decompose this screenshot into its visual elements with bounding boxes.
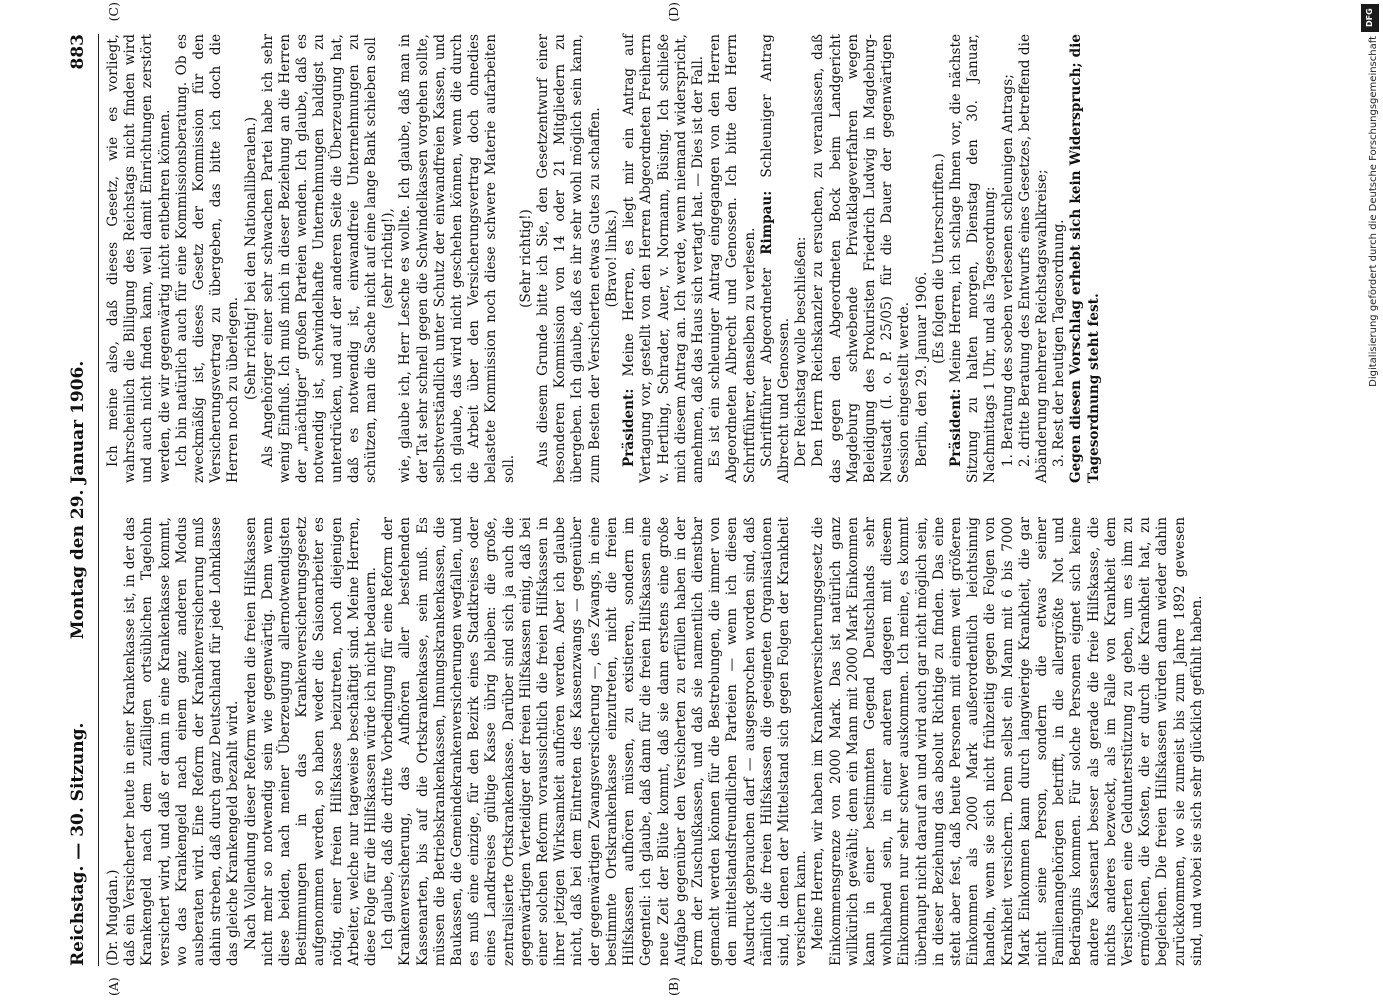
- paragraph: Den Herrn Reichskanzler zu ersuchen, zu veranlassen, daß das gegen den Abgeordneten Bock beim Landgericht Magdeburg schwebende Privatklageverfahren wegen Beleidigung des Prokuristen Friedrich Ludwig in Magdeburg-Neustadt (I. o. P. 25/05) für die Dauer der gegenwärtigen Session eingestellt werde.: [810, 34, 913, 483]
- speaker-president: Präsident:: [621, 388, 638, 467]
- page-header: [58, 34, 99, 966]
- column-left: [105, 517, 1206, 996]
- page-number: 883: [68, 34, 88, 70]
- speaker-continuation: (Dr. Mugdan.): [105, 869, 121, 966]
- margin-marker-d: (D): [666, 2, 681, 22]
- agenda-item: 1. Beratung des soeben verlesenen schleunigen Antrags;: [999, 74, 1016, 467]
- paragraph-president: [948, 34, 1000, 483]
- reaction: (Bravo! links.): [603, 209, 620, 308]
- digitization-note: Digitalisierung gefördert durch die Deutsche Forschungsgemeinschaft: [1368, 36, 1379, 387]
- paragraph: Meine Herren, wir haben im Krankenversicherungsgesetz die Einkommensgrenze von 2000 Mark. Das ist natürlich ganz willkürlich gewählt; denn ein Mann mit 2000 Mark Einkommen kann in einer bestimmten Gegend Deutschlands sehr wohlhabend sein, in einer anderen dagegen mit diesem Einkommen nur sehr schwer auskommen. Ich meine, es kommt überhaupt nicht darauf an und wird auch gar nicht möglich sein, in dieser Beziehung das absolut Richtige zu finden. Das eine steht aber fest, daß heute Personen mit einem weit größeren Einkommen als 2000 Mark außerordentlich leichtsinnig handeln, wenn sie sich nicht frühzeitig gegen die Folgen von Krankheit versichern. Denn selbst ein Mann mit 6 bis 7000 Mark Einkommen kann durch langwierige Krankheit, die gar nicht seine Person, sondern die etwas seiner Familienangehörigen betrifft, in die allergrößte Not und Bedrängnis kommen. Für solche Personen eignet sich keine andere Kassenart besser als gerade die freie Hilfskasse, die nichts anderes bezweckt, als im Falle von Krankheit dem Versicherten eine Geldunterstützung zu geben, um es ihm zu ermöglichen, die Kosten, die er durch die Krankheit hat, zu begleichen. Die freien Hilfskassen würden dann wieder dahin zurückkommen, wo sie zumeist bis zum Jahre 1892 gewesen sind, und wobei sie sich sehr glücklich gefühlt haben.: [810, 517, 1205, 966]
- paragraph-president: [621, 34, 707, 483]
- paragraph: Ich glaube, daß die dritte Vorbedingung für eine Reform der Krankenversicherung, das Aufhören aller bestehenden Kassenarten, bis auf die Ortskrankenkasse, sein muß. Es müssen die Betriebskrankenkassen, Innungskrankenkassen, die Baukassen, die Gemeindekrankenversicherungen wegfallen, und es muß eine einzige, für den Bezirk eines Stadtkreises oder eines Landkreises gültige Kasse übrig bleiben: die große, zentralisierte Ortskrankenkasse. Darüber sind sich ja auch die gegenwärtigen Verteidiger der freien Hilfskassen einig, daß bei einer solchen Reform voraussichtlich die freien Hilfskassen in ihrer jetzigen Wirksamkeit aufhören werden. Aber ich glaube nicht, daß bei dem Eintreten des Kassenzwangs — gegenüber der gegenwärtigen Zwangsversicherung —, des Zwangs, in eine bestimmte Ortskrankenkasse einzutreten, nicht die freien Hilfskassen aufhören müssen, zu existieren, sondern im Gegenteil: ich glaube, daß dann für die freien Hilfskassen eine neue Zeit der Blüte kommt, daß sie dann erstens eine große Aufgabe gegenüber den Versicherten zu erfüllen haben in der Form der Zuschußkassen, und daß sie namentlich dienstbar gemacht werden können für die Bestrebungen, die immer von den mittelstandsfreundlichen Parteien — wenn ich diesen Ausdruck gebrauchen darf — ausgesprochen worden sind, daß nämlich die freien Hilfskassen die geeigneten Organisationen sind, in denen der Mittelstand sich gegen Folgen der Krankheit versichern kann.: [380, 517, 810, 966]
- paragraph: Aus diesem Grunde bitte ich Sie, den Gesetzentwurf einer besonderen Kommission von 14 oder 21 Mitgliedern zu übergeben. Ich glaube, daß es ihr sehr wohl möglich sein kann, zum Besten der Versicherten etwas Gutes zu schaffen.: [535, 34, 603, 483]
- header-session: Reichstag. — 30. Sitzung.: [68, 722, 88, 966]
- text-columns: [105, 2, 1206, 996]
- paragraph-secretary: [759, 34, 793, 483]
- paragraph: Als Angehöriger einer sehr schwachen Partei habe ich sehr wenig Einfluß. Ich muß mich in dieser Beziehung an die Herren der „mächtiger“ großen Parteien wenden. Ich glaube, daß es notwendig ist, schwindelhafte Unternehmungen baldigst zu unterdrücken, und auf der anderen Seite die Überzeugung hat, daß es notwendig ist, einwandfreie Unternehmungen zu schützen, man die Sache nicht auf eine lange Bank schieben soll: [259, 34, 380, 483]
- margin-marker-c: (C): [106, 2, 121, 22]
- column-right: [105, 2, 1206, 483]
- paragraph: Gegen diesen Vorschlag erhebt sich kein Widerspruch; die Tagesordnung steht fest.: [1068, 34, 1102, 483]
- reaction: (Sehr richtig! bei den Nationalliberalen.): [242, 117, 259, 400]
- paragraph: Berlin, den 29. Januar 1906.: [913, 271, 930, 467]
- paragraph: daß ein Versicherter heute in einer Krankenkasse ist, in der das Krankengeld nach dem zufälligen ortsüblichen Tagelohn versichert wird, und daß er dann in eine Krankenkasse kommt, wo das Krankengeld nach einem ganz anderen Modus ausberaten wird. Eine Reform der Krankenversicherung muß dahin streben, daß durch ganz Deutschland für jede Lohnklasse das gleiche Krankengeld bezahlt wird.: [122, 517, 242, 966]
- dfg-logo: DFG: [1361, 4, 1379, 32]
- speaker-role: Schriftführer Abgeordneter: [758, 267, 775, 467]
- paragraph: Der Reichstag wolle beschließen:: [793, 236, 810, 467]
- reaction: (Es folgen die Unterschriften.): [930, 153, 947, 364]
- paragraph: wie, glaube ich, Herr Lesche es wollte. Ich glaube, daß man in der Tat sehr schnell gegen die Schwindelkassen vorgehen sollte, selbstverständlich unter Schutz der einwandfreien Kassen, und ich glaube, das wird nicht geschehen können, wenn die durch die Arbeit über den Versicherungsvertrag doch ohnedies belastete Kommission noch diese schwere Materie aufarbeiten soll.: [397, 34, 517, 483]
- reaction: (sehr richtig!),: [380, 208, 397, 309]
- reaction: (Sehr richtig!): [517, 209, 534, 308]
- paragraph: Ich bin natürlich auch für eine Kommissionsberatung. Ob es zweckmäßig ist, dieses Gesetz der Kommission für den Versicherungsvertrag zu übergeben, das bitte ich doch die Herren noch zu überlegen.: [173, 34, 242, 483]
- agenda-item: 2. dritte Beratung des Entwurfs eines Gesetzes, betreffend die Abänderung mehrerer Reichstagswahlkreise;: [1016, 34, 1050, 483]
- paragraph: Ich meine also, daß dieses Gesetz, wie es vorliegt, wahrscheinlich die Billigung des Reichstags nicht finden wird und auch nicht finden kann, weil damit Einrichtungen zerstört werden, die wir gegenwärtig nicht entbehren können.: [105, 34, 173, 483]
- margin-marker-b: (B): [666, 977, 681, 996]
- speaker-president: Präsident:: [947, 388, 964, 467]
- paragraph-text: Meine Herren, es liegt mir ein Antrag auf Vertagung vor, gestellt von den Herren Abgeordneten Freiherrn v. Hertling, Schrader, Auer, v. Normann, Büsing. Ich schließe mich diesem Antrag an. Ich werde, wenn niemand widerspricht, annehmen, daß das Haus sich vertagt hat. — Dies ist der Fall.: [621, 34, 706, 483]
- agenda-item: 3. Rest der heutigen Tagesordnung.: [1051, 219, 1068, 467]
- paragraph: Nach Vollendung dieser Reform werden die freien Hilfskassen nicht mehr so notwendig sein wie gegenwärtig. Denn wenn diese beiden, nach meiner Überzeugung allernotwendigsten Bestimmungen in das Krankenversicherungsgesetz aufgenommen werden, so haben weder die Saisonarbeiter es nötig, einer freien Hilfskasse beizutreten, noch diejenigen Arbeiter, welche nur tageweise beschäftigt sind. Meine Herren, diese Folge für die Hilfskassen würde ich nicht bedauern.: [242, 517, 380, 966]
- margin-marker-a: (A): [106, 977, 121, 996]
- paragraph-text: Meine Herren, ich schlage Ihnen vor, die nächste Sitzung zu halten morgen, Dienstag den 30. Januar, Nachmittags 1 Uhr, und als Tagesordnung:: [947, 34, 999, 483]
- speaker-name: Rimpau:: [758, 190, 775, 255]
- header-date: Montag den 29. Januar 1906.: [68, 360, 88, 640]
- paragraph-text: Schleuniger Antrag Albrecht und Genossen.: [758, 34, 792, 483]
- paragraph: Es ist ein schleuniger Antrag eingegangen von den Herren Abgeordneten Albrecht und Genossen. Ich bitte den Herrn Schriftführer, denselben zu verlesen.: [707, 34, 758, 483]
